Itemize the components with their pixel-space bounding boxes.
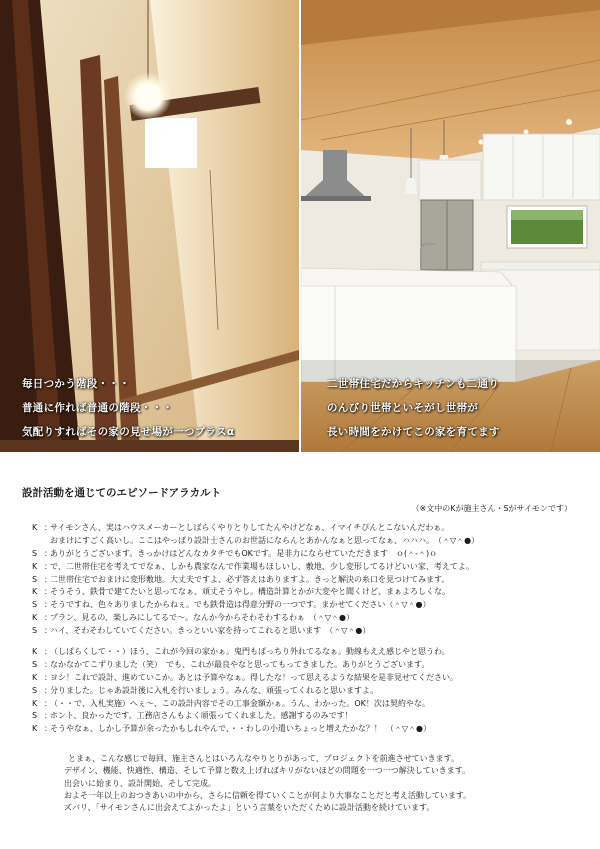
dialogue-text: ヨシ！これで設計、進めていこか。あとは予算やなぁ。得したな！って思えるような結果を是非見せてください。: [50, 672, 458, 682]
caption-line: 長い時間をかけてこの家を育てます: [327, 426, 500, 438]
dialogue-line: S ：ハイ、そわそわしていてください。きっといい家を持ってこれると思います （＾▽＾●）: [32, 625, 479, 638]
dialogue-line: K ：サイモンさん、実はハウスメーカーとしばらくやりとりしてたんやけどなぁ、イマイチぴんとこないんだわぁ。: [32, 522, 479, 535]
dialogue-text: そうそう、鉄骨で建てたいと思ってなぁ、頑丈そうやし。構造計算とかが大変やと聞くけど、まぁよろしくな。: [50, 587, 450, 597]
closing-line: デザイン、機能、快適性、構造、そして予算と数え上げればキリがないほどの問題を一つ一つ解決していきます。: [64, 766, 471, 776]
dialogue-text: プラン、見るの、楽しみにしてるで〜。なんか今からそわそわするわぁ （＾▽＾●）: [50, 613, 355, 623]
closing-paragraph: [64, 753, 471, 814]
dialogue-text: そうですね、色々ありましたからねぇ。でも鉄骨造は得意分野の一つです。まかせてください（＾▽＾●）: [50, 600, 431, 610]
speaker-label: K: [32, 647, 38, 656]
dialogue-line: S ：ホント、良かったです。工務店さんもよく頑張ってくれました。感謝するのみです！: [32, 710, 458, 723]
speaker-label: K: [32, 587, 38, 597]
dialogue-line: [32, 535, 479, 548]
dialogue-text: 分りました。じゃあ設計後に入札を行いましょう。みんな、頑張ってくれると思いますよ。: [50, 685, 378, 695]
dialogue-text: おまけにすごく高いし。ここはやっぱり設計士さんのお世話にならんとあかんなぁと思ってなぁ、ハハハ。 （＾▽＾●）: [50, 535, 480, 545]
speaker-label: S: [32, 685, 38, 695]
speaker-label: S: [32, 548, 38, 558]
dialogue-text: ホント、良かったです。工務店さんもよく頑張ってくれました。感謝するのみです！: [50, 711, 353, 721]
dialogue-text: そうやなぁ、しかし予算が余ったかもしれやんで、・・わしの小遣いちょっと増えたかな？！ （＾▽＾●）: [50, 724, 431, 734]
speaker-label: S: [32, 626, 38, 636]
speaker-label: S: [32, 600, 38, 610]
caption-line: 気配りすればその家の見せ場が一つプラスα: [22, 426, 235, 438]
caption-line: 普通に作れば普通の階段・・・: [22, 402, 174, 414]
dialogue-text: で、二世帯住宅を考えてでなぁ、しかも農家なんで作業場もほしいし、敷地、少し変形してるけどいい家、考えてよ。: [50, 561, 474, 571]
speaker-label: K: [32, 724, 38, 734]
dialogue-line: S ：二世帯住宅でおまけに変形敷地。大丈夫ですよ、必ず答えはありますよ。きっと解決の糸口を見つけてみます。: [32, 574, 479, 587]
caption-line: のんびり世帯といそがし世帯が: [327, 402, 479, 414]
speaker-label: K: [32, 672, 38, 682]
dialogue-line: K ：そうそう、鉄骨で建てたいと思ってなぁ、頑丈そうやし。構造計算とかが大変やと聞くけど、まぁよろしくな。: [32, 586, 479, 599]
dialogue-line: K ：で、二世帯住宅を考えてでなぁ、しかも農家なんで作業場もほしいし、敷地、少し変形してるけどいい家、考えてよ。: [32, 561, 479, 574]
dialogue-line: S ：ありがとうございます。きっかけはどんなカタチでもOKです。是非力にならせていただきます ｏ(＾-＾)ｏ: [32, 548, 479, 561]
dialogue-text: ハイ、そわそわしていてください。きっといい家を持ってこれると思います （＾▽＾●）: [50, 626, 371, 636]
dialogue-text: （しばらくして・・）ほう、これが今回の家かぁ。鬼門もばっちり外れてるなぁ。動線もええ感じやと思うわ。: [50, 647, 450, 656]
closing-line: およそ一年以上のおつきあいの中から、さらに信頼を得ていくことが何より大事なことだと考え活動しています。: [64, 790, 472, 800]
closing-line: 出会いに始まり、設計開始、そして完成。: [64, 778, 216, 788]
speaker-label: S: [32, 574, 38, 584]
speaker-label: K: [32, 561, 38, 571]
dialogue-text: 二世帯住宅でおまけに変形敷地。大丈夫ですよ、必ず答えはありますよ。きっと解決の糸口を見つけてみます。: [50, 574, 450, 584]
dialogue-line: S ：そうですね、色々ありましたからねぇ。でも鉄骨造は得意分野の一つです。まかせてください（＾▽＾●）: [32, 599, 479, 612]
dialogue-line: K ：ヨシ！これで設計、進めていこか。あとは予算やなぁ。得したな！って思えるような結果を是非見せてください。: [32, 672, 458, 685]
dialogue-text: なかなかてこずりました（笑） でも、これが最良やなと思ってもってきました。ありがとうございます。: [50, 659, 430, 669]
dialogue-text: サイモンさん、実はハウスメーカーとしばらくやりとりしてたんやけどなぁ、イマイチぴんとこないんだわぁ。: [50, 523, 450, 532]
dialogue-line: S ：分りました。じゃあ設計後に入札を行いましょう。みんな、頑張ってくれると思いますよ。: [32, 685, 458, 698]
speaker-label: K: [32, 613, 38, 623]
caption-line: 毎日つかう階段・・・: [22, 378, 130, 390]
article-title: 設計活動を通じてのエピソードアラカルト: [22, 487, 222, 499]
closing-line: ズバリ、「サイモンさんに出会えてよかったよ」という言葉をいただくために設計活動を続けています。: [64, 803, 435, 813]
speaker-label: S: [32, 711, 38, 721]
closing-line: とまぁ、こんな感じで毎回、施主さんとはいろんなやりとりがあって、プロジェクトを前進させていきます。: [68, 754, 459, 763]
speaker-note: （※文中のKが施主さん・Sがサイモンです）: [411, 504, 572, 513]
dialogue-line: K ：（・・で、入札実施）へぇ〜、この設計内容でその工事金額かぁ。うん、わかった。OK！次は契約やな。: [32, 698, 458, 711]
dialogue-line: K ：（しばらくして・・）ほう、これが今回の家かぁ。鬼門もばっちり外れてるなぁ。動線もええ感じやと思うわ。: [32, 646, 458, 659]
dialogue-line: K ：プラン、見るの、楽しみにしてるで〜。なんか今からそわそわするわぁ （＾▽＾●）: [32, 612, 479, 625]
staircase-caption: [22, 372, 234, 444]
dialogue-line: K ：そうやなぁ、しかし予算が余ったかもしれやんで、・・わしの小遣いちょっと増えたかな？！ （＾▽＾●）: [32, 723, 458, 736]
dialogue-block-1: [32, 522, 479, 638]
kitchen-caption: [327, 372, 500, 444]
dialogue-text: （・・で、入札実施）へぇ〜、この設計内容でその工事金額かぁ。うん、わかった。OK！次は契約やな。: [50, 698, 430, 708]
speaker-label: K: [32, 523, 38, 532]
dialogue-text: ありがとうございます。きっかけはどんなカタチでもOKです。是非力にならせていただきます ｏ(＾-＾)ｏ: [50, 548, 438, 558]
speaker-label: K: [32, 698, 38, 708]
dialogue-block-2: [32, 646, 458, 736]
speaker-label: S: [32, 659, 38, 669]
caption-line: 二世帯住宅だからキッチンも二通り: [327, 378, 500, 390]
dialogue-line: S ：なかなかてこずりました（笑） でも、これが最良やなと思ってもってきました。ありがとうございます。: [32, 659, 458, 672]
